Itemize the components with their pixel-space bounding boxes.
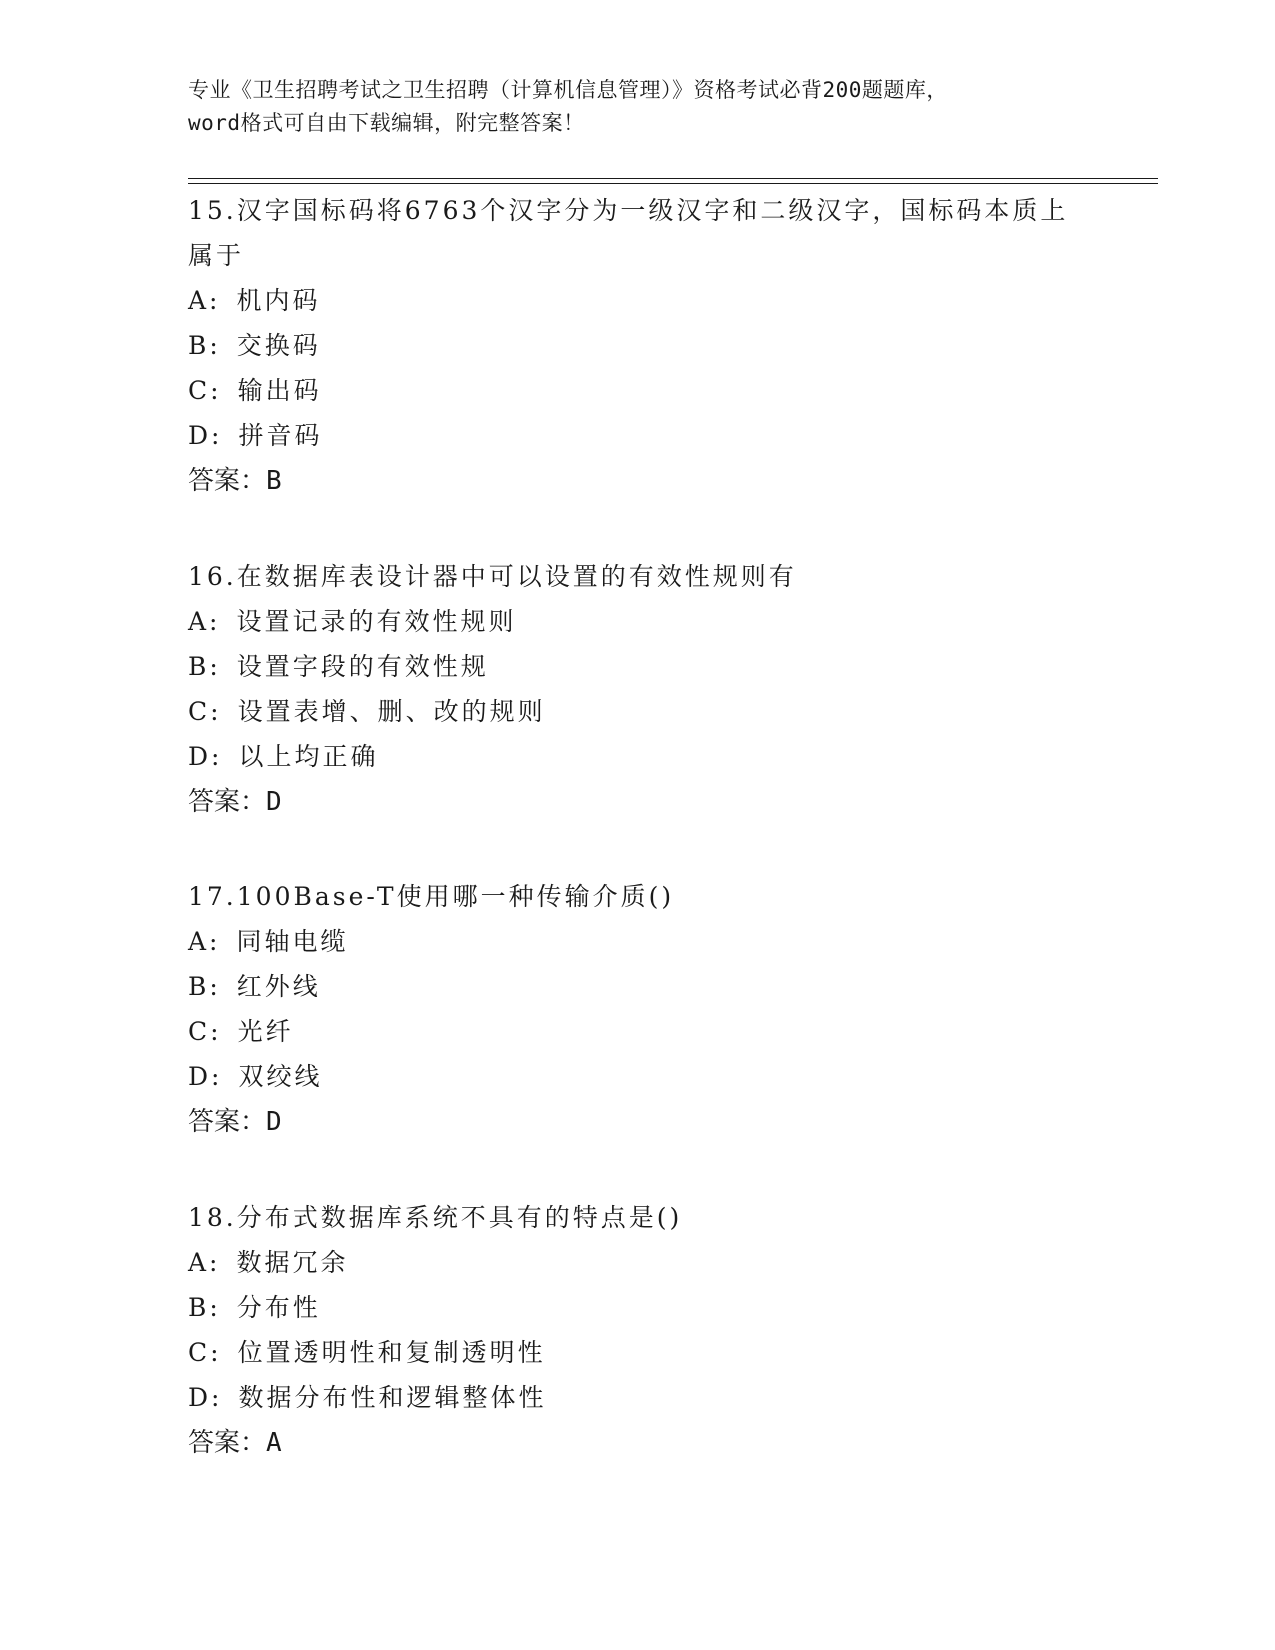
- option-text: 数据冗余: [236, 1248, 349, 1277]
- option-key: C:: [188, 1338, 222, 1367]
- document-header: [188, 74, 1068, 140]
- answer-line: 答案：B: [188, 466, 282, 496]
- question-stem: 18.分布式数据库系统不具有的特点是(): [188, 1203, 683, 1232]
- option-d: [188, 734, 1088, 779]
- option-b: [188, 644, 1088, 689]
- option-c: [188, 689, 1088, 734]
- option-text: 分布性: [236, 1293, 321, 1322]
- option-key: B:: [188, 1293, 221, 1322]
- header-divider-top: [188, 178, 1158, 179]
- option-key: D:: [188, 1383, 223, 1412]
- question-stem: 15.汉字国标码将6763个汉字分为一级汉字和二级汉字，国标码本质上属于: [188, 196, 1069, 270]
- option-key: A:: [188, 927, 221, 956]
- option-text: 光纤: [237, 1017, 294, 1046]
- question-stem: 16.在数据库表设计器中可以设置的有效性规则有: [188, 562, 797, 591]
- option-key: C:: [188, 1017, 222, 1046]
- option-b: [188, 964, 1088, 1009]
- question-17: [188, 874, 1088, 1145]
- option-text: 红外线: [236, 972, 321, 1001]
- option-a: [188, 1240, 1088, 1285]
- option-a: [188, 599, 1088, 644]
- option-text: 同轴电缆: [236, 927, 349, 956]
- option-text: 拼音码: [238, 421, 323, 450]
- option-text: 输出码: [237, 376, 322, 405]
- option-key: B:: [188, 972, 221, 1001]
- option-d: [188, 1375, 1088, 1420]
- option-key: C:: [188, 697, 222, 726]
- question-15: [188, 188, 1088, 504]
- option-text: 位置透明性和复制透明性: [237, 1338, 546, 1367]
- question-stem: 17.100Base-T使用哪一种传输介质(): [188, 882, 675, 911]
- option-a: [188, 278, 1088, 323]
- option-key: D:: [188, 1062, 223, 1091]
- header-title-line-2: word格式可自由下载编辑，附完整答案！: [188, 111, 585, 135]
- option-c: [188, 1009, 1088, 1054]
- option-key: A:: [188, 286, 221, 315]
- option-b: [188, 323, 1088, 368]
- question-18: [188, 1195, 1088, 1466]
- option-key: D:: [188, 421, 223, 450]
- answer-line: 答案：D: [188, 787, 282, 817]
- option-key: A:: [188, 1248, 221, 1277]
- option-key: A:: [188, 607, 221, 636]
- option-text: 以上均正确: [238, 742, 379, 771]
- option-d: [188, 413, 1088, 458]
- header-divider-bottom: [188, 183, 1158, 184]
- answer-line: 答案：D: [188, 1107, 282, 1137]
- answer-line: 答案：A: [188, 1428, 282, 1458]
- option-a: [188, 919, 1088, 964]
- option-key: B:: [188, 652, 221, 681]
- option-text: 数据分布性和逻辑整体性: [238, 1383, 547, 1412]
- option-text: 设置表增、删、改的规则: [237, 697, 546, 726]
- option-text: 机内码: [236, 286, 321, 315]
- option-text: 设置记录的有效性规则: [236, 607, 517, 636]
- option-d: [188, 1054, 1088, 1099]
- option-c: [188, 368, 1088, 413]
- option-c: [188, 1330, 1088, 1375]
- option-key: B:: [188, 331, 221, 360]
- option-b: [188, 1285, 1088, 1330]
- option-key: C:: [188, 376, 222, 405]
- option-key: D:: [188, 742, 223, 771]
- option-text: 交换码: [236, 331, 321, 360]
- option-text: 双绞线: [238, 1062, 323, 1091]
- option-text: 设置字段的有效性规: [236, 652, 489, 681]
- header-title-line-1: 专业《卫生招聘考试之卫生招聘（计算机信息管理）》资格考试必背200题题库，: [188, 78, 948, 102]
- question-16: [188, 554, 1088, 825]
